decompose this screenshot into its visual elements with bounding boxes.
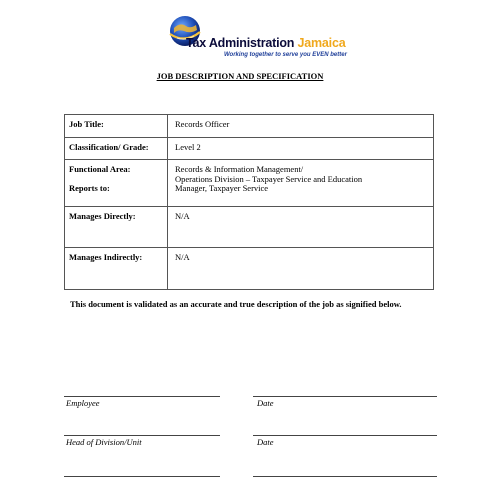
logo-title-part1: Tax Administration	[186, 36, 295, 50]
date-label-1: Date	[257, 398, 274, 408]
row-classification	[65, 137, 433, 159]
extra-date-line[interactable]	[253, 476, 437, 477]
job-title-label: Job Title:	[69, 119, 104, 129]
logo-title	[186, 36, 345, 50]
manages-directly-value: N/A	[175, 211, 190, 221]
date-label-2: Date	[257, 437, 274, 447]
manages-indirectly-label: Manages Indirectly:	[69, 252, 143, 262]
column-divider	[167, 207, 168, 247]
extra-signature-line[interactable]	[64, 476, 220, 477]
column-divider	[167, 181, 168, 206]
logo-title-part2: Jamaica	[297, 36, 346, 50]
document-title: JOB DESCRIPTION AND SPECIFICATION	[156, 71, 324, 81]
row-job-title	[65, 115, 433, 137]
reports-to-label: Reports to:	[69, 183, 110, 193]
classification-label: Classification/ Grade:	[69, 142, 149, 152]
job-title-value: Records Officer	[175, 119, 230, 129]
job-details-table	[64, 114, 434, 290]
column-divider	[167, 138, 168, 159]
logo-tagline: Working together to serve you EVEN better	[224, 52, 347, 58]
head-of-division-label: Head of Division/Unit	[66, 437, 142, 447]
functional-area-label: Functional Area:	[69, 164, 131, 174]
employee-signature-line[interactable]	[64, 396, 220, 397]
head-date-line[interactable]	[253, 435, 437, 436]
head-signature-line[interactable]	[64, 435, 220, 436]
column-divider	[167, 160, 168, 181]
row-functional-area	[65, 159, 433, 184]
column-divider	[167, 115, 168, 137]
employee-label: Employee	[66, 398, 100, 408]
employee-date-line[interactable]	[253, 396, 437, 397]
manages-directly-label: Manages Directly:	[69, 211, 136, 221]
row-reports-to	[65, 181, 433, 206]
functional-area-line-2: Operations Division – Taxpayer Service and Education	[175, 174, 363, 184]
row-manages-indirectly	[65, 247, 433, 289]
row-manages-directly	[65, 206, 433, 247]
classification-value: Level 2	[175, 142, 201, 152]
functional-area-line-1: Records & Information Management/	[175, 164, 304, 174]
validation-statement: This document is validated as an accurate and true description of the job as signified below.	[70, 299, 402, 309]
manages-indirectly-value: N/A	[175, 252, 190, 262]
reports-to-value: Manager, Taxpayer Service	[175, 183, 269, 193]
column-divider	[167, 248, 168, 289]
tax-administration-logo	[168, 14, 347, 60]
